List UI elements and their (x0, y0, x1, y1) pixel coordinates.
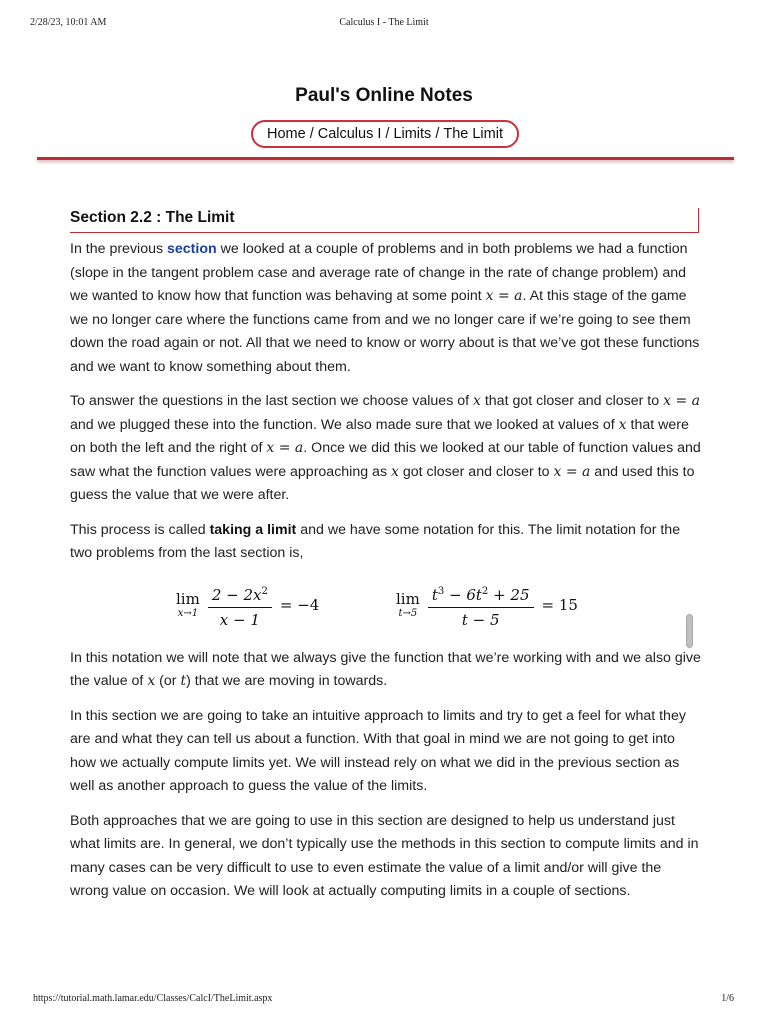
section-title: Section 2.2 : The Limit (70, 209, 235, 226)
print-date: 2/28/23, 10:01 AM (30, 17, 107, 28)
lim-word: lim (176, 590, 200, 609)
limit-equation-2 (396, 583, 578, 629)
equation-result: = −4 (279, 595, 320, 614)
math-inline: x = a (553, 463, 591, 480)
numerator-text: 2 − 2x (211, 585, 262, 604)
text: . Once we did this we looked at our table of function values and saw what the function values were approaching as (70, 440, 701, 480)
denominator: t − 5 (461, 610, 500, 629)
text: In this notation we will note that we always give the function that we’re working with and we also give the value of (70, 649, 701, 689)
breadcrumb (251, 120, 519, 148)
paragraph-intuitive: In this section we are going to take an intuitive approach to limits and try to get a feel for what they are and what they can tell us about a function. With that goal in mind we are not going to get into how we actually compute limits yet. We will instead rely on what we did in the previous section as well as another approach to guess the value of the limits. (70, 707, 686, 794)
text: (or (155, 673, 181, 689)
text: and we plugged these into the function. We also made sure that we looked at values of (70, 416, 619, 433)
text: In the previous (70, 241, 168, 257)
breadcrumb-separator: / (435, 126, 440, 142)
fraction (208, 583, 272, 629)
math-inline: x = a (663, 393, 700, 409)
text: and used this to guess the value that we were after. (70, 463, 695, 503)
text: and we have some notation for this. The limit notation for the two problems from the last section is, (70, 521, 681, 561)
limit-equations (70, 577, 702, 639)
paragraph-answer (70, 390, 702, 508)
math-inline: x (147, 673, 156, 689)
section-title-underline (70, 232, 698, 233)
breadcrumb-calculus-i[interactable]: Calculus I (317, 126, 382, 142)
section-link[interactable]: section (167, 241, 217, 257)
term-taking-a-limit: taking a limit (209, 521, 297, 538)
breadcrumb-the-limit[interactable]: The Limit (443, 126, 503, 142)
paragraph-approaches: Both approaches that we are going to use in this section are designed to help us understand just what limits are. In general, we don’t typically use the methods in this section to compute limits and in many cases can be very difficult to use to even estimate the value of a limit and/or will give the wrong value on occasion. We will look at actually computing limits in a couple of sections. (70, 812, 699, 899)
numerator (208, 583, 272, 607)
text: This process is called (70, 521, 210, 538)
print-url: https://tutorial.math.lamar.edu/Classes/CalcI/TheLimit.aspx (33, 993, 273, 1004)
print-title: Calculus I - The Limit (339, 17, 429, 28)
scrollbar-thumb[interactable] (686, 614, 693, 648)
math-inline: x = a (266, 440, 304, 456)
main-content (70, 238, 702, 915)
lim-operator (176, 591, 200, 620)
paragraph-taking-limit (70, 519, 702, 566)
numerator-text: t (431, 585, 438, 604)
lim-subscript: t→5 (398, 608, 418, 620)
lim-operator (396, 591, 420, 620)
math-inline: x = a (485, 288, 523, 304)
math-inline: t (180, 673, 187, 689)
breadcrumb-separator: / (309, 126, 314, 142)
paragraph-notation (70, 647, 702, 694)
text: ) that we are moving in towards. (186, 673, 388, 689)
breadcrumb-limits[interactable]: Limits (393, 126, 432, 142)
header-divider (37, 157, 734, 160)
limit-equation-1 (176, 583, 319, 629)
site-title[interactable]: Paul's Online Notes (295, 85, 473, 106)
exponent: 2 (261, 585, 268, 597)
numerator-text: − 6t (444, 585, 482, 604)
section-title-rule-end (698, 208, 699, 233)
print-page-number: 1/6 (721, 993, 734, 1004)
exponent: 3 (437, 585, 445, 597)
lim-word: lim (396, 590, 420, 609)
exponent: 2 (481, 585, 489, 597)
numerator (428, 583, 534, 607)
breadcrumb-home[interactable]: Home (267, 126, 306, 142)
lim-subscript: x→1 (177, 608, 199, 620)
print-footer (0, 993, 768, 1007)
text: . At this stage of the game we no longer care where the functions came from and we no longer care if we’re going to see them down the road again or not. All that we need to know or worry about is that we’ve got these functions and we want to know something about them. (70, 288, 700, 375)
paragraph-intro (70, 238, 702, 379)
fraction (428, 583, 534, 629)
text: that were on both the left and the right of (70, 416, 689, 456)
math-inline: x (391, 463, 399, 480)
breadcrumb-separator: / (385, 126, 390, 142)
math-inline: x (618, 416, 627, 433)
math-inline: x (473, 393, 481, 409)
print-header (0, 17, 768, 31)
equation-result: = 15 (541, 595, 578, 614)
text: that got closer and closer to (480, 393, 664, 409)
numerator-text: + 25 (488, 585, 530, 604)
text: got closer and closer to (398, 463, 554, 480)
text: To answer the questions in the last section we choose values of (70, 393, 473, 409)
text: we looked at a couple of problems and in both problems we had a function (slope in the tangent problem case and average rate of change in the rate of change problem) and we wanted to know how that function was behaving at some point (70, 241, 688, 304)
denominator: x − 1 (219, 610, 260, 629)
